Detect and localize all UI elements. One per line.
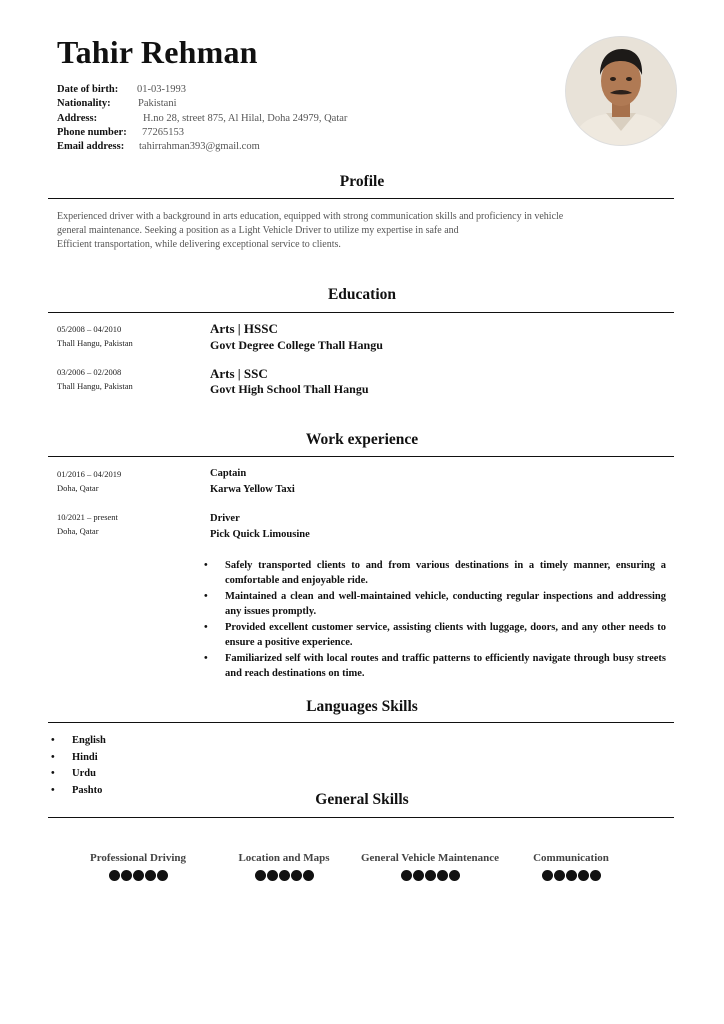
list-item: • Urdu: [57, 766, 106, 783]
rating-dot: [279, 870, 290, 881]
skill-item: [226, 852, 342, 881]
profile-line: general maintenance. Seeking a position as a Light Vehicle Driver to utilize my expertise in safe and: [57, 225, 459, 236]
work-location: Doha, Qatar: [57, 483, 99, 493]
rating-dot: [303, 870, 314, 881]
skill-name: General Vehicle Maintenance: [360, 852, 500, 864]
rating-dot: [133, 870, 144, 881]
rating-dot: [437, 870, 448, 881]
profile-summary: [57, 210, 657, 252]
skill-item: [78, 852, 198, 881]
education-degree: Arts | HSSC: [210, 321, 278, 336]
detail-label: Phone number:: [57, 126, 127, 138]
rating-dot: [291, 870, 302, 881]
detail-label: Address:: [57, 112, 98, 124]
detail-label: Date of birth:: [57, 84, 119, 95]
rating-dot: [145, 870, 156, 881]
skill-name: Location and Maps: [238, 852, 330, 864]
rating-dot: [449, 870, 460, 881]
education-school: Govt High School Thall Hangu: [210, 382, 369, 396]
work-dates: 01/2016 – 04/2019: [57, 469, 122, 479]
rating-dot: [554, 870, 565, 881]
skills-heading: General Skills: [315, 791, 409, 808]
rating-dot: [566, 870, 577, 881]
rating-dot: [157, 870, 168, 881]
list-item: • Maintained a clean and well-maintained vehicle, conducting regular inspections and addressing any issues promptly.: [210, 590, 666, 619]
education-degree: Arts | SSC: [210, 366, 268, 381]
skill-rating: [226, 870, 342, 881]
skill-rating: [352, 870, 508, 881]
skill-rating: [78, 870, 198, 881]
section-divider: [48, 198, 674, 199]
rating-dot: [425, 870, 436, 881]
section-divider: [48, 456, 674, 457]
education-dates: 05/2008 – 04/2010: [57, 324, 122, 334]
rating-dot: [401, 870, 412, 881]
detail-value: Pakistani: [138, 98, 177, 110]
detail-label: Nationality:: [57, 98, 111, 110]
section-divider: [48, 312, 674, 313]
profile-photo: [565, 36, 677, 146]
rating-dot: [121, 870, 132, 881]
list-item: • Pashto: [57, 783, 106, 800]
languages-heading: Languages Skills: [306, 698, 418, 715]
detail-value: H.no 28, street 875, Al Hilal, Doha 24979, Qatar: [143, 112, 348, 124]
education-heading: Education: [327, 286, 397, 303]
skill-rating: [520, 870, 622, 881]
skill-name: Communication: [533, 852, 609, 864]
candidate-name: Tahir Rehman: [57, 34, 258, 70]
education-dates: 03/2006 – 02/2008: [57, 367, 122, 377]
education-location: Thall Hangu, Pakistan: [57, 381, 133, 391]
detail-value: 77265153: [142, 126, 184, 138]
list-item: • Safely transported clients to and from various destinations in a timely manner, ensuring a comfortable and enjoyable ride.: [210, 559, 666, 588]
detail-row-dob: [57, 83, 186, 97]
detail-value: 01-03-1993: [137, 84, 186, 95]
rating-dot: [267, 870, 278, 881]
list-item: • Hindi: [57, 750, 106, 767]
work-heading: Work experience: [305, 431, 419, 448]
work-company: Karwa Yellow Taxi: [210, 484, 295, 495]
list-item: • Provided excellent customer service, assisting clients with luggage, doors, and any other needs to ensure a positive experience.: [210, 621, 666, 650]
person-portrait-icon: [566, 37, 676, 145]
education-location: Thall Hangu, Pakistan: [57, 338, 133, 348]
skill-name: Professional Driving: [89, 852, 187, 864]
work-duties-list: [210, 559, 666, 683]
rating-dot: [109, 870, 120, 881]
profile-heading: Profile: [339, 173, 385, 190]
personal-details: [57, 83, 348, 154]
profile-line: Experienced driver with a background in arts education, equipped with strong communication skills and proficiency in vehicle: [57, 211, 564, 222]
rating-dot: [590, 870, 601, 881]
list-item: • Familiarized self with local routes and traffic patterns to efficiently navigate through busy streets and reach destinations on time.: [210, 652, 666, 681]
skill-item: [352, 852, 508, 881]
detail-value: tahirrahman393@gmail.com: [139, 141, 260, 153]
rating-dot: [578, 870, 589, 881]
section-divider: [48, 722, 674, 723]
detail-row-address: [57, 112, 348, 126]
education-school: Govt Degree College Thall Hangu: [210, 338, 383, 352]
work-role: Captain: [210, 468, 247, 479]
skill-item: [520, 852, 622, 881]
work-location: Doha, Qatar: [57, 526, 99, 536]
profile-line: Efficient transportation, while delivering exceptional service to clients.: [57, 239, 341, 250]
detail-label: Email address:: [57, 141, 125, 153]
work-company: Pick Quick Limousine: [210, 529, 310, 540]
list-item: • English: [57, 733, 106, 750]
section-divider: [48, 817, 674, 818]
languages-list: [57, 733, 106, 799]
detail-row-email: [57, 140, 260, 154]
work-role: Driver: [210, 513, 240, 524]
rating-dot: [413, 870, 424, 881]
rating-dot: [542, 870, 553, 881]
detail-row-phone: [57, 126, 184, 140]
work-dates: 10/2021 – present: [57, 512, 118, 522]
detail-row-nationality: [57, 97, 177, 111]
rating-dot: [255, 870, 266, 881]
